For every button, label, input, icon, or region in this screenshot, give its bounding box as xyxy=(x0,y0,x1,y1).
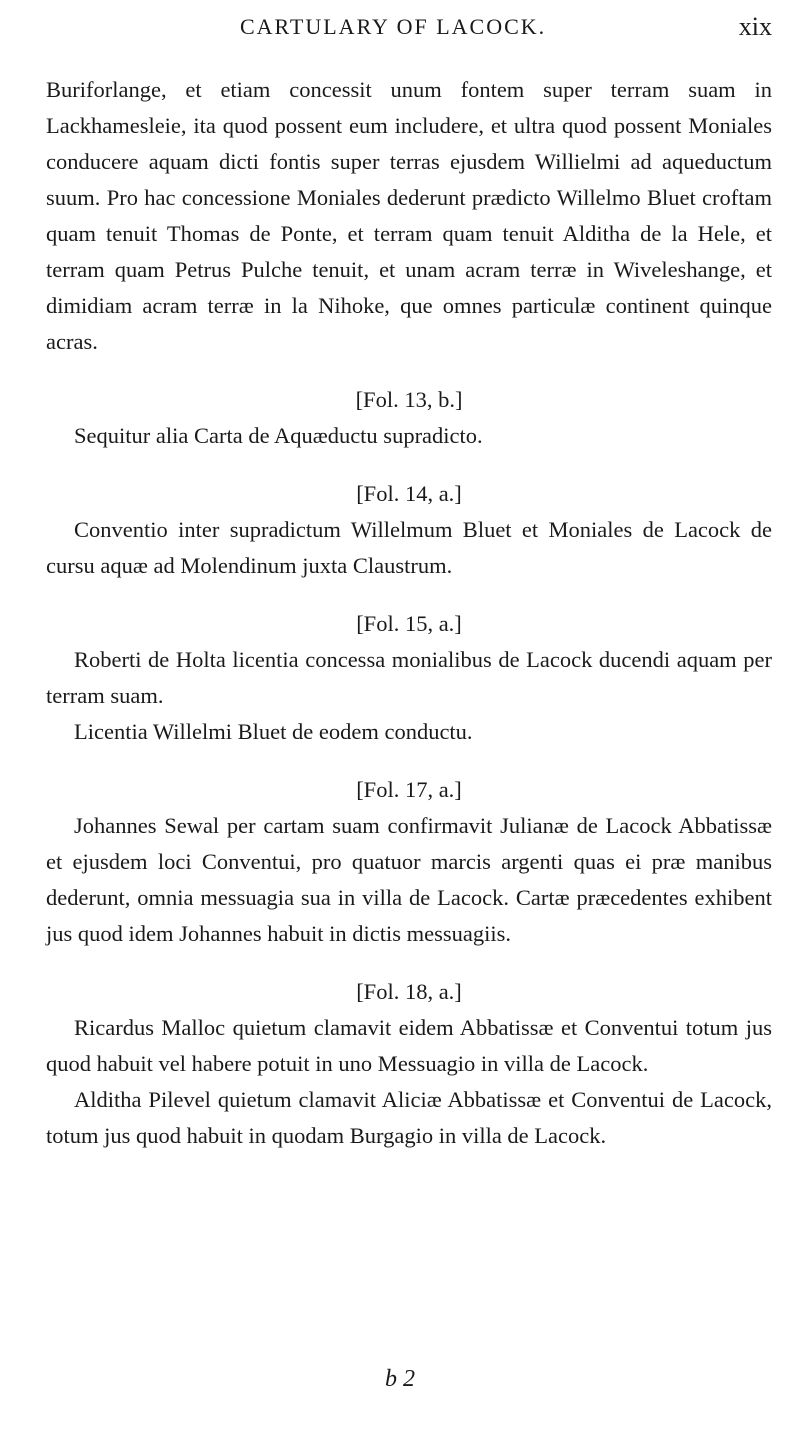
paragraph: Conventio inter supradictum Willelmum Bluet et Moniales de Lacock de cursu aquæ ad Molendinum juxta Claustrum. xyxy=(46,517,772,578)
page-number: xix xyxy=(738,12,772,41)
folio-reference: [Fol. 18, a.] xyxy=(356,979,462,1004)
spacer xyxy=(46,584,772,606)
paragraph: Ricardus Malloc quietum clamavit eidem Abbatissæ et Conventui totum jus quod habuit vel habere potuit in uno Messuagio in villa de Lacock. xyxy=(46,1015,772,1076)
spacer xyxy=(46,750,772,772)
paragraph: Sequitur alia Carta de Aquæductu supradicto. xyxy=(74,423,483,448)
running-header xyxy=(0,10,800,44)
folio-reference: [Fol. 17, a.] xyxy=(356,777,462,802)
paragraph-continuation: Buriforlange, et etiam concessit unum fontem super terram suam in Lackhamesleie, ita quod possent eum includere, et ultra quod possent Moniales conducere aquam dicti fontis super terras ejusdem Willielmi ad aqueductum suum. Pro hac concessione Moniales dederunt prædicto Willelmo Bluet croftam quam tenuit Thomas de Ponte, et terram quam tenuit Alditha de la Hele, et terram quam Petrus Pulche tenuit, et unam acram terræ in Wiveleshange, et dimidiam acram terræ in la Nihoke, que omnes particulæ continent quinque acras. xyxy=(46,77,772,354)
signature-mark: b 2 xyxy=(385,1366,415,1392)
spacer xyxy=(46,360,772,382)
paragraph: Roberti de Holta licentia concessa monialibus de Lacock ducendi aquam per terram suam. xyxy=(46,647,772,708)
page-body xyxy=(46,72,772,1154)
paragraph: Licentia Willelmi Bluet de eodem conductu. xyxy=(74,719,473,744)
spacer xyxy=(46,454,772,476)
running-title: CARTULARY OF LACOCK. xyxy=(240,14,547,39)
folio-reference: [Fol. 15, a.] xyxy=(356,611,462,636)
folio-reference: [Fol. 13, b.] xyxy=(355,387,463,412)
folio-reference: [Fol. 14, a.] xyxy=(356,481,462,506)
paragraph: Alditha Pilevel quietum clamavit Aliciæ Abbatissæ et Conventui de Lacock, totum jus quod habuit in quodam Burgagio in villa de Lacock. xyxy=(46,1087,772,1148)
paragraph: Johannes Sewal per cartam suam confirmavit Julianæ de Lacock Abbatissæ et ejusdem loci Conventui, pro quatuor marcis argenti quas ei præ manibus dederunt, omnia messuagia sua in villa de Lacock. Cartæ præcedentes exhibent jus quod idem Johannes habuit in dictis messuagiis. xyxy=(46,813,772,946)
spacer xyxy=(46,952,772,974)
